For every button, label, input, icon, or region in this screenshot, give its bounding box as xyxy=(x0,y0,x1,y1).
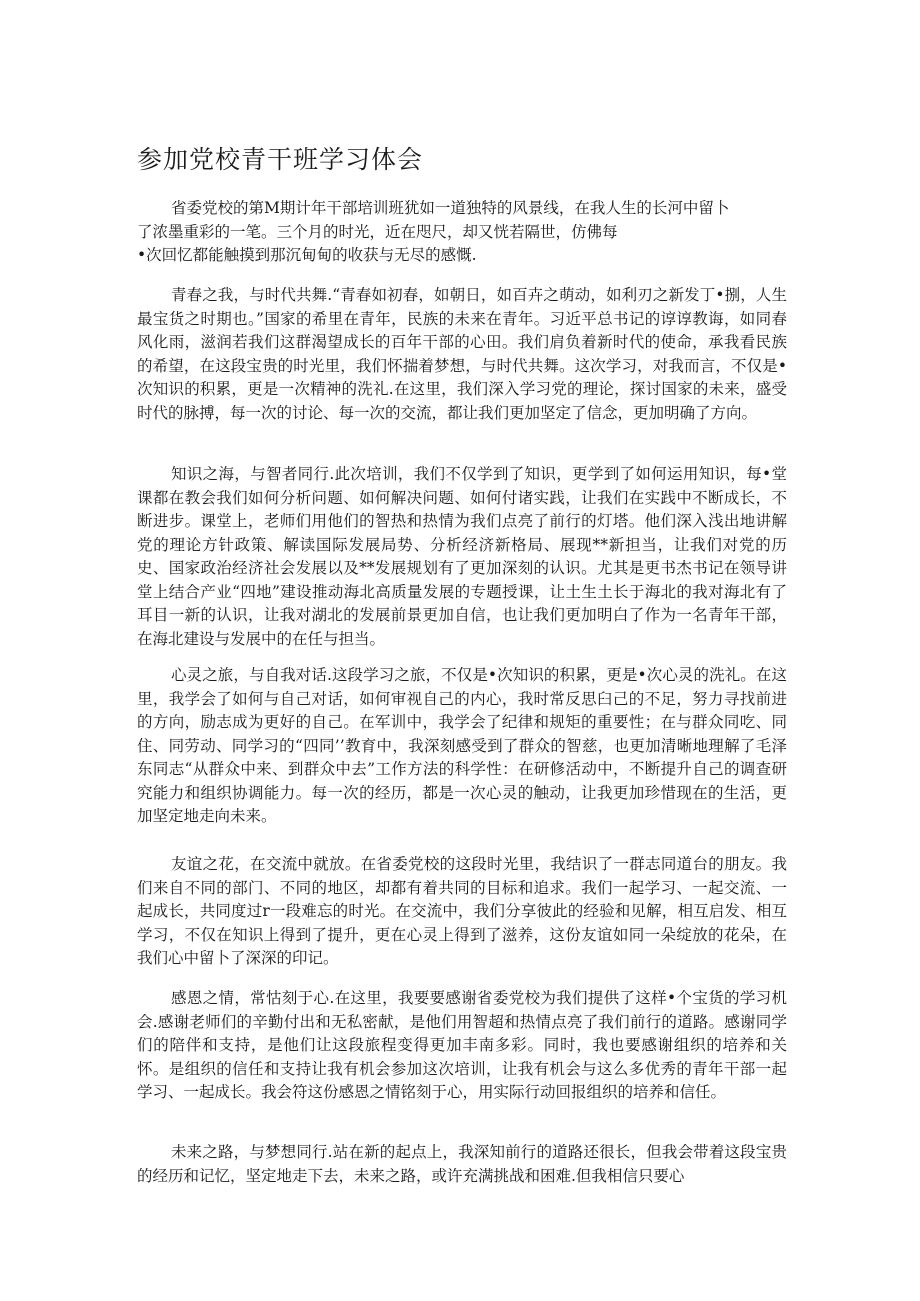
paragraph-soul: 心灵之旅，与自我对话.这段学习之旅，不仅是•次知识的积累，更是•次心灵的洗礼。在这里，我学会了如何与自己对话，如何审视自己的内心，我时常反思臼己的不足，努力寻找前进的方向，励志成为更好的自己。在军训中，我学会了纪律和规矩的重要性；在与群众同吃、同住、同劳动、同学习的“四同’’教育中，我深刻感受到了群众的智慈，也更加清晰地理解了毛泽东同志“从群众中来、到群众中去”工作方法的科学性：在研修活动中，不断提升自己的调查研究能力和组织协调能力。每一次的经历，都是一次心灵的触动，让我更加珍惜现在的生活，更加坚定地走向未来。 xyxy=(137,666,787,825)
paragraph-knowledge: 知识之海，与智者同行.此次培训，我们不仅学到了知识，更学到了如何运用知识，每•堂课都在教会我们如何分析问题、如何解决问题、如何付诸实践，让我们在实践中不断成长，不断进步。课堂上，老师们用他们的智热和热情为我们点亮了前行的灯塔。他们深入浅出地讲解党的理论方针政策、解读国际发展局势、分析经济新格局、展现**新担当，让我们对党的历史、国家政治经济社会发展以及**发展规划有了更加深刻的认识。尤其是更书杰书记在领导讲堂上结合产业“四地”建设推动海北高质量发展的专题授课，让土生土长于海北的我对海北有了耳目一新的认识，让我对湖北的发展前景更加自信，也让我们更加明白了作为一名青年干部，在海北建设与发展中的在任与担当。 xyxy=(137,465,787,648)
paragraph-youth: 青春之我，与时代共舞.“青春如初春，如朝日，如百卉之萌动，如利刃之新发丁•捌，人生最宝货之时期也。”国家的希里在青年，民族的未来在青年。习近平总书记的谆谆教诲，如同春风化雨，滋润若我们这群渴望成长的百年干部的心田。我们肩负着新时代的使命，承我看民族的希望，在这段宝贵的时光里，我们怀揣着梦想，与时代共舞。这次学习，对我而言，不仅是•次知识的积累，更是一次精神的洗礼.在这里，我们深入学习党的理论，探讨国家的未来，盛受时代的脉搏，每一次的讨论、每一次的交流，都让我们更加坚定了信念，更加明确了方向。 xyxy=(137,286,787,422)
paragraph-gratitude: 感恩之情，常怙刻于心.在这里，我要要感谢省委党校为我们提供了这样•个宝货的学习机会.感谢老师们的辛勤付出和无私密献，是他们用智超和热情点亮了我们前行的道路。感谢同学们的陪伴和支持，是他们让这段旅程变得更加丰南多彩。同时，我也要感谢组织的培养和关怀。是组织的信任和支持让我有机会参加这次培训，让我有机会与这么多优秀的青年干部一起学习、一起成长。我会符这份感恩之情铭刻于心，用实际行动回报组织的培养和信任。 xyxy=(137,989,787,1101)
paragraph-future: 未来之路，与梦想同行.站在新的起点上，我深知前行的道路还很长，但我会带着这段宝贵的经历和记忆，坚定地走下去，未来之路，或许充满挑战和困难.但我相信只要心 xyxy=(137,1143,787,1185)
paragraph-friendship: 友谊之花，在交流中就放。在省委党校的这段时光里，我结识了一群志同道台的朋友。我们来自不同的部门、不同的地区，却都有着共同的目标和追求。我们一起学习、一起交流、一起成长，共同度过r一段难忘的时光。在交流中，我们分享彼此的经验和见解，相互启发、相互学习，不仅在知识上得到了提升，更在心灵上得到了滋养，这份友谊如同一朵绽放的花朵，在我们心中留卜了深深的印记。 xyxy=(137,855,787,967)
intro-line-1: 省委党校的第M期计年干部培训班犹如一道独特的风景线，在我人生的长河中留卜 xyxy=(171,199,730,217)
page-title: 参加党校青干班学习体会 xyxy=(137,145,424,174)
intro-line-2: 了浓墨重彩的一笔。三个月的时光，近在咫尺，却又恍若隔世，仿佛每 xyxy=(137,223,618,241)
intro-line-3: •次回忆都能触摸到那沉甸甸的收获与无尽的感慨. xyxy=(137,246,477,264)
